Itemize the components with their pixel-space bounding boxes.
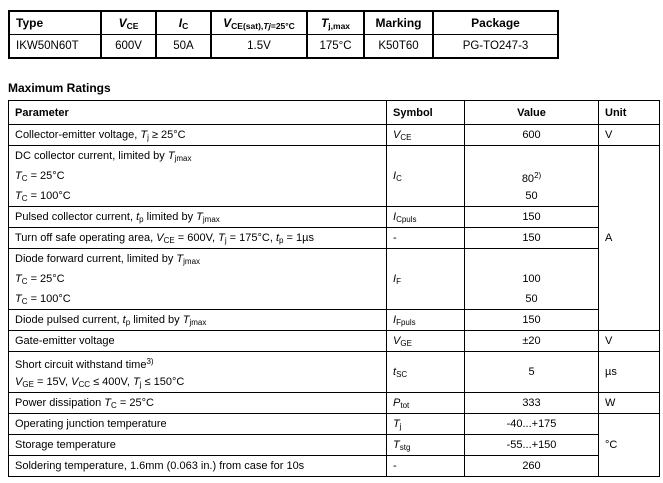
text-run: T [15, 190, 22, 202]
text-run: =25°C [270, 20, 295, 31]
value-cell [465, 228, 599, 249]
symbol-cell [387, 249, 465, 310]
text-run: p [139, 215, 144, 224]
header-cell-marking [364, 11, 433, 35]
text-run: Diode pulsed current, [15, 314, 123, 326]
text-run: T [167, 150, 175, 162]
text-run: j [139, 380, 142, 389]
text-run: I [393, 211, 397, 223]
text-run: SC [396, 370, 408, 379]
value-cell-text [465, 125, 598, 145]
value-cell-line [465, 186, 598, 206]
text-run: T [15, 170, 22, 182]
text-run: CE [163, 236, 175, 245]
text-run: 2) [534, 171, 542, 180]
text-run: limited by [143, 211, 197, 223]
cell-type: IKW50N60T [9, 35, 101, 59]
text-run: T [140, 129, 148, 141]
text-run: V [393, 129, 401, 141]
table-row [9, 456, 660, 477]
text-run: t [122, 314, 126, 326]
param-line [9, 186, 386, 206]
text-run: C [21, 174, 28, 183]
section-title: Maximum Ratings [8, 81, 111, 95]
parameter-cell [9, 456, 387, 477]
header-cell-symbol: Symbol [387, 101, 465, 125]
header-cell-ic [156, 11, 211, 35]
header-cell-package [433, 11, 558, 35]
text-run: 600 [522, 129, 541, 141]
unit-cell [599, 352, 660, 393]
text-run: T [15, 273, 22, 285]
type-spec-table [8, 10, 559, 59]
table-row [9, 207, 660, 228]
text-run: CE [126, 20, 139, 31]
cell-ic: 50A [156, 35, 211, 59]
text-run: = 100°C [27, 293, 71, 305]
value-cell-text [465, 393, 598, 413]
param-line [9, 435, 386, 455]
text-run: Marking [375, 16, 422, 30]
text-run: T [176, 253, 184, 265]
parameter-cell [9, 125, 387, 146]
text-run: t [275, 232, 280, 244]
param-line [9, 372, 386, 392]
value-cell [465, 125, 599, 146]
header-cell-vcesat [211, 11, 307, 35]
value-cell [465, 146, 599, 207]
value-cell-line [465, 289, 598, 309]
param-line [9, 393, 386, 413]
text-run: Cpuls [396, 215, 417, 224]
symbol-cell [387, 228, 465, 249]
table-row [9, 331, 660, 352]
parameter-cell [9, 249, 387, 310]
text-run: Gate-emitter voltage [15, 335, 115, 347]
text-run: T [196, 211, 203, 223]
text-run: 150 [522, 314, 541, 326]
symbol-cell-text [387, 414, 464, 434]
value-cell-text [465, 456, 598, 476]
parameter-cell [9, 331, 387, 352]
parameter-cell [9, 352, 387, 393]
value-cell-line [465, 146, 598, 166]
text-run: 150 [522, 211, 541, 223]
unit-text [599, 125, 659, 145]
text-run: ≤ 150°C [141, 376, 185, 388]
text-run: Type [16, 16, 44, 30]
symbol-cell [387, 352, 465, 393]
table-row [9, 125, 660, 146]
symbol-cell-line [387, 249, 464, 269]
text-run: Power dissipation [15, 397, 105, 409]
parameter-cell [9, 228, 387, 249]
value-cell-text [465, 331, 598, 351]
unit-text [599, 228, 659, 248]
text-run: t [393, 366, 397, 378]
table-row [9, 435, 660, 456]
symbol-cell-line [387, 146, 464, 166]
text-run: A [605, 232, 613, 244]
text-run: I [393, 314, 397, 326]
param-line [9, 289, 386, 309]
text-run: CE [400, 133, 412, 142]
param-line [9, 352, 386, 372]
value-cell [465, 352, 599, 393]
table-row [9, 228, 660, 249]
text-run: Diode forward current, limited by [15, 253, 177, 265]
cell-marking: K50T60 [364, 35, 433, 59]
symbol-cell [387, 125, 465, 146]
parameter-cell [9, 146, 387, 207]
param-line [9, 207, 386, 227]
cell-vce: 600V [101, 35, 156, 59]
text-run: = 25°C [27, 170, 65, 182]
text-run: tot [400, 401, 410, 410]
text-run: T [393, 439, 400, 451]
text-run: T [393, 418, 400, 430]
text-run: V [605, 335, 613, 347]
text-run: V [118, 15, 127, 30]
text-run: Storage temperature [15, 439, 116, 451]
param-line [9, 310, 386, 330]
value-cell-text [465, 310, 598, 330]
value-cell-text [465, 414, 598, 434]
text-run: Operating junction temperature [15, 418, 167, 430]
text-run: W [605, 397, 616, 409]
param-line [9, 269, 386, 289]
text-run: 100 [522, 273, 541, 285]
parameter-cell [9, 393, 387, 414]
symbol-cell-text [387, 125, 464, 145]
param-line [9, 166, 386, 186]
text-run: j [224, 236, 227, 245]
text-run: jmax [189, 318, 207, 327]
text-run: = 25°C [116, 397, 154, 409]
value-cell [465, 435, 599, 456]
table-row [9, 310, 660, 331]
text-run: V [156, 232, 164, 244]
symbol-cell-line [387, 166, 464, 186]
cell-package: PG-TO247-3 [433, 35, 558, 59]
text-run: 3) [146, 357, 154, 366]
text-run: T [320, 15, 329, 30]
text-run: 50 [525, 293, 538, 305]
symbol-cell [387, 207, 465, 228]
symbol-cell-text [387, 228, 464, 248]
text-run: GE [400, 339, 412, 348]
text-run: µs [605, 366, 617, 378]
cell-tjmax: 175°C [307, 35, 364, 59]
symbol-cell-text [387, 207, 464, 227]
text-run: = 25°C [27, 273, 65, 285]
text-run: 5 [528, 366, 535, 378]
text-run: V [223, 15, 232, 30]
param-line [9, 414, 386, 434]
param-line [9, 146, 386, 166]
text-run: Soldering temperature, 1.6mm (0.063 in.) from case for 10s [15, 460, 305, 472]
ratings-table-body [9, 125, 660, 477]
table-row [9, 101, 660, 125]
parameter-cell [9, 310, 387, 331]
unit-cell [599, 331, 660, 352]
text-run: = 175°C, [226, 232, 276, 244]
unit-cell [599, 414, 660, 477]
text-run: = 600V, [174, 232, 219, 244]
symbol-cell-line [387, 289, 464, 309]
symbol-cell-text [387, 331, 464, 351]
value-cell [465, 249, 599, 310]
text-run: V [393, 335, 401, 347]
text-run: - [393, 232, 397, 244]
header-cell-tjmax [307, 11, 364, 35]
unit-text [599, 435, 659, 455]
param-line [9, 456, 386, 476]
symbol-cell [387, 310, 465, 331]
text-run: Tj [263, 20, 271, 31]
text-run: j [147, 133, 149, 142]
unit-text [599, 362, 659, 382]
text-run: C [182, 20, 189, 31]
text-run: p [125, 318, 131, 327]
symbol-cell-text [387, 310, 464, 330]
table-row [9, 393, 660, 414]
text-run: t [136, 211, 140, 223]
text-run: T [132, 376, 140, 388]
text-run: T [182, 314, 190, 326]
value-cell [465, 393, 599, 414]
text-run: CE(sat), [231, 20, 264, 31]
text-run: C [21, 277, 28, 286]
text-run: -40...+175 [506, 418, 557, 430]
text-run: = 1µs [283, 232, 314, 244]
text-run: Fpuls [396, 318, 416, 327]
unit-cell [599, 146, 660, 331]
text-run: Package [471, 16, 520, 30]
cell-vcesat: 1.5V [211, 35, 307, 59]
header-cell-value: Value [465, 101, 599, 125]
param-line [9, 228, 386, 248]
symbol-cell-text [387, 435, 464, 455]
table-row [9, 249, 660, 310]
value-cell [465, 310, 599, 331]
text-run: I [393, 273, 397, 285]
symbol-cell [387, 414, 465, 435]
symbol-cell-line [387, 269, 464, 289]
value-cell-line [465, 249, 598, 269]
text-run: 150 [522, 232, 541, 244]
text-run: = 100°C [27, 190, 71, 202]
value-cell-text [465, 207, 598, 227]
text-run: 50 [525, 190, 538, 202]
value-cell-text [465, 228, 598, 248]
text-run: C [111, 401, 117, 410]
header-cell-unit: Unit [599, 101, 660, 125]
text-run: GE [22, 380, 34, 389]
value-cell [465, 414, 599, 435]
text-run: - [393, 460, 397, 472]
text-run: I [393, 170, 397, 182]
symbol-cell [387, 435, 465, 456]
text-run: 80 [521, 173, 535, 185]
unit-text [599, 331, 659, 351]
value-cell-text [465, 435, 598, 455]
text-run: stg [399, 443, 411, 452]
text-run: P [393, 397, 401, 409]
symbol-cell-text [387, 393, 464, 413]
table-row [9, 146, 660, 207]
symbol-cell [387, 393, 465, 414]
symbol-cell [387, 456, 465, 477]
text-run: jmax [174, 154, 192, 163]
text-run: C [21, 297, 28, 306]
text-run: -55...+150 [506, 439, 557, 451]
text-run: T [15, 293, 22, 305]
unit-cell [599, 125, 660, 146]
text-run: V [71, 376, 79, 388]
header-cell-vce [101, 11, 156, 35]
text-run: limited by [130, 314, 183, 326]
value-cell-line [465, 269, 598, 289]
symbol-cell [387, 331, 465, 352]
param-line [9, 331, 386, 351]
text-run: V [15, 376, 23, 388]
text-run: Pulsed collector current, [15, 211, 137, 223]
maximum-ratings-table [8, 100, 660, 477]
text-run: jmax [202, 215, 220, 224]
symbol-cell-text [387, 362, 464, 382]
value-cell [465, 331, 599, 352]
text-run: T [218, 232, 225, 244]
text-run: ≤ 400V, [90, 376, 133, 388]
text-run: Collector-emitter voltage, [15, 129, 141, 141]
text-run: C [21, 194, 28, 203]
text-run: °C [605, 439, 618, 451]
table-row [9, 414, 660, 435]
value-cell [465, 207, 599, 228]
text-run: I [178, 15, 183, 30]
text-run: ±20 [522, 335, 541, 347]
parameter-cell [9, 435, 387, 456]
symbol-cell-line [387, 186, 464, 206]
text-run: F [396, 277, 401, 286]
text-run: 260 [522, 460, 541, 472]
text-run: V [605, 129, 613, 141]
table-row [9, 35, 558, 59]
text-run: CC [78, 380, 91, 389]
text-run: T [104, 397, 112, 409]
table-row [9, 11, 558, 35]
table-row [9, 352, 660, 393]
header-cell-parameter: Parameter [9, 101, 387, 125]
text-run: Turn off safe operating area, [15, 232, 157, 244]
symbol-cell [387, 146, 465, 207]
param-line [9, 249, 386, 269]
text-run: DC collector current, limited by [15, 150, 168, 162]
text-run: j [399, 422, 402, 431]
text-run: Short circuit withstand time [15, 359, 147, 371]
symbol-cell-text [387, 456, 464, 476]
text-run: jmax [183, 257, 201, 266]
unit-cell [599, 393, 660, 414]
param-line [9, 125, 386, 145]
value-cell-text [465, 362, 598, 382]
text-run: j,max [328, 20, 351, 31]
parameter-cell [9, 207, 387, 228]
value-cell-line [465, 166, 598, 186]
text-run: 333 [522, 397, 541, 409]
text-run: ≥ 25°C [148, 129, 186, 141]
header-cell-type [9, 11, 101, 35]
unit-text [599, 393, 659, 413]
text-run: = 15V, [33, 376, 72, 388]
text-run: C [396, 174, 402, 183]
text-run: p [279, 236, 284, 245]
parameter-cell [9, 414, 387, 435]
value-cell [465, 456, 599, 477]
